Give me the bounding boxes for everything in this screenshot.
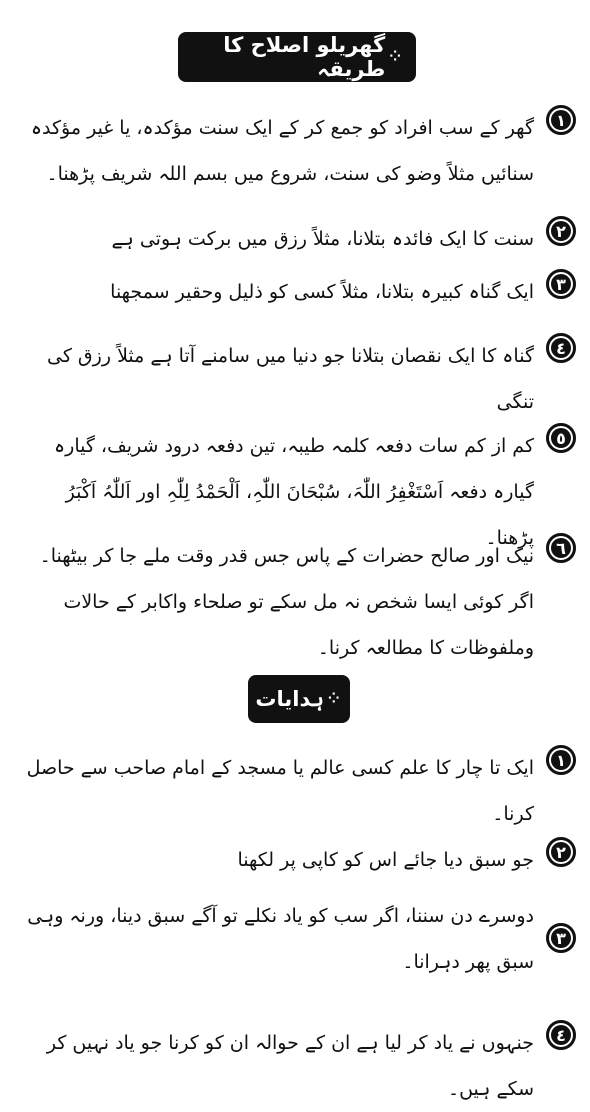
guidance-text: جنہوں نے یاد کر لیا ہے ان کے حوالہ ان کو کرنا جو یاد نہیں کر سکے ہیں۔ xyxy=(46,1032,534,1100)
step-number-badge: ٤ xyxy=(546,333,576,363)
guidance-banner xyxy=(248,675,350,723)
page-title: گھریلو اصلاح کا طریقہ xyxy=(223,33,386,81)
guidance-item-2 xyxy=(14,837,576,883)
step-item-3 xyxy=(14,269,576,315)
guidance-text: ایک تا چار کا علم کسی عالم یا مسجد کے امام صاحب سے حاصل کرنا۔ xyxy=(26,757,534,825)
step-number-badge: ٥ xyxy=(546,423,576,453)
guidance-text: جو سبق دیا جائے اس کو کاپی پر لکھنا xyxy=(237,849,534,871)
step-item-6 xyxy=(14,533,576,671)
dots-ornament: ⁘ xyxy=(327,691,339,707)
guidance-item-3 xyxy=(14,893,576,985)
guidance-item-1 xyxy=(14,745,576,837)
guidance-number-badge: ١ xyxy=(546,745,576,775)
step-number-badge: ٢ xyxy=(546,216,576,246)
guidance-number-badge: ٤ xyxy=(546,1020,576,1050)
step-text: گھر کے سب افراد کو جمع کر کے ایک سنت مؤکدہ، یا غیر مؤکدہ سنائیں مثلاً وضو کی سنت، شروع میں بسم اللہ شریف پڑھنا۔ xyxy=(30,117,534,185)
guidance-title: ہدایات xyxy=(255,687,324,711)
dots-ornament: ⁘ xyxy=(389,49,400,65)
step-item-1 xyxy=(14,105,576,197)
guidance-number-badge: ٢ xyxy=(546,837,576,867)
step-text: کم از کم سات دفعہ کلمہ طیبہ، تین دفعہ درود شریف، گیارہ گیارہ دفعہ اَسْتَغْفِرُ اللّٰہَ، سُبْحَانَ اللّٰہِ، اَلْحَمْدُ لِلّٰہِ اور اَللّٰہُ اَکْبَرُ پڑھنا۔ xyxy=(54,435,534,549)
step-number-badge: ٣ xyxy=(546,269,576,299)
step-text: سنت کا ایک فائدہ بتلانا، مثلاً رزق میں برکت ہوتی ہے xyxy=(111,228,534,250)
step-text: نیک اور صالح حضرات کے پاس جس قدر وقت ملے جا کر بیٹھنا۔ اگر کوئی ایسا شخص نہ مل سکے تو صلحاء واکابر کے حالات وملفوظات کا مطالعہ کرنا۔ xyxy=(39,545,534,659)
step-item-4 xyxy=(14,333,576,425)
step-number-badge: ١ xyxy=(546,105,576,135)
title-banner xyxy=(178,32,416,82)
step-number-badge: ٦ xyxy=(546,533,576,563)
guidance-item-4 xyxy=(14,1020,576,1112)
step-item-2 xyxy=(14,216,576,262)
guidance-number-badge: ٣ xyxy=(546,923,576,953)
step-text: گناہ کا ایک نقصان بتلانا جو دنیا میں سامنے آتا ہے مثلاً رزق کی تنگی xyxy=(47,345,534,413)
guidance-text: دوسرے دن سننا، اگر سب کو یاد نکلے تو آگے سبق دینا، ورنہ وہی سبق پھر دہرانا۔ xyxy=(27,905,534,973)
step-text: ایک گناہ کبیرہ بتلانا، مثلاً کسی کو ذلیل وحقیر سمجھنا xyxy=(110,281,534,303)
